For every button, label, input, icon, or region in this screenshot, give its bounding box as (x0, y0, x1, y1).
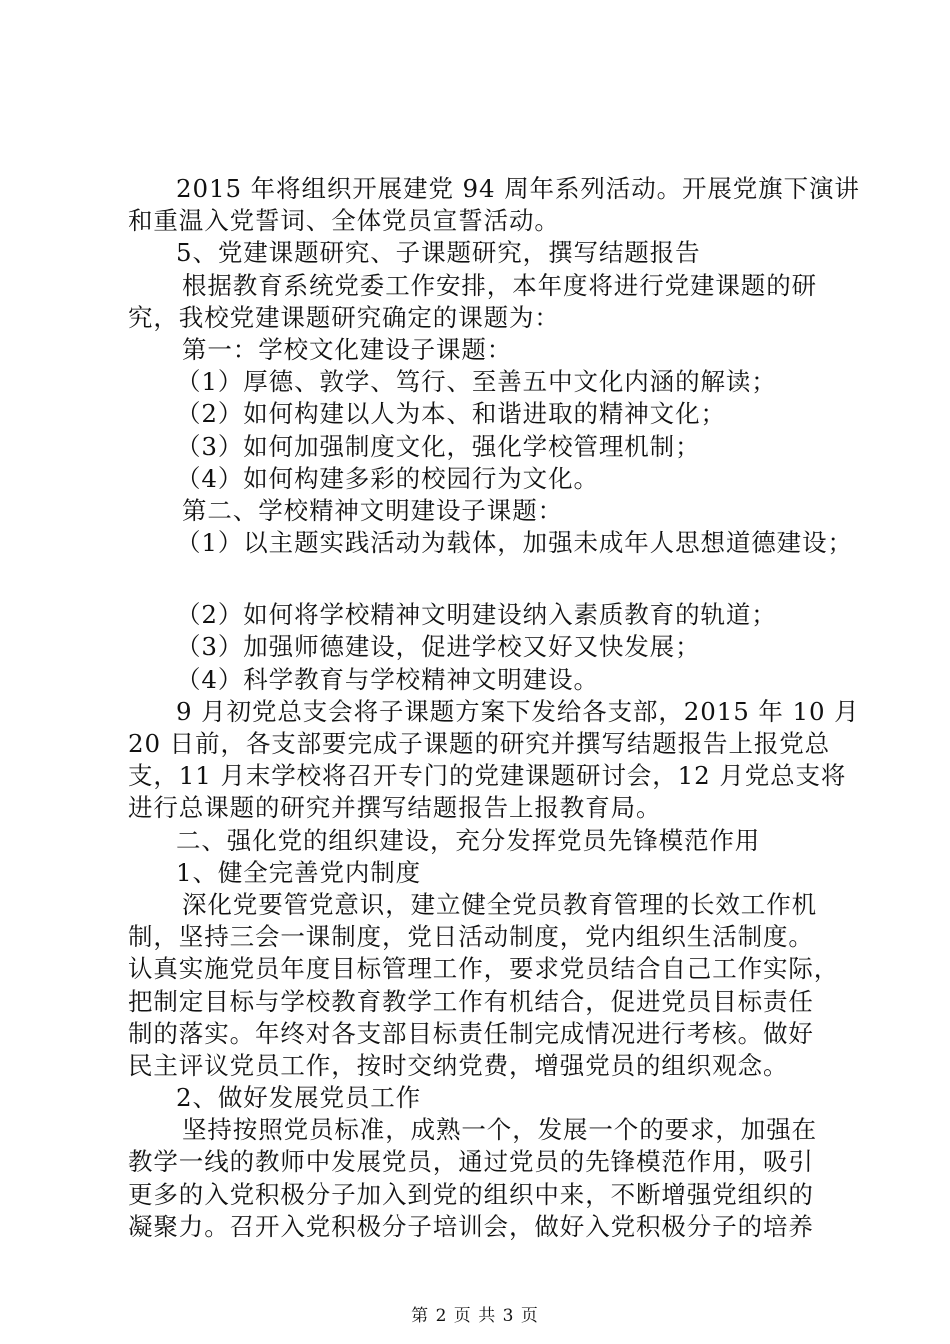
subtopic-heading: 第二、学校精神文明建设子课题： (182, 495, 563, 525)
paragraph-line: 和重温入党誓词、全体党员宣誓活动。 (128, 206, 560, 236)
list-item: （1）厚德、敦学、笃行、至善五中文化内涵的解读； (176, 367, 777, 397)
paragraph-line: 制的落实。年终对各支部目标责任制完成情况进行考核。做好 (128, 1018, 814, 1048)
paragraph-line: 究，我校党建课题研究确定的课题为： (128, 302, 560, 332)
section-heading: 5、党建课题研究、子课题研究，撰写结题报告 (176, 238, 701, 268)
list-item: （3）如何加强制度文化，强化学校管理机制； (176, 431, 701, 461)
list-item: （2）如何构建以人为本、和谐进取的精神文化； (176, 399, 726, 429)
paragraph-line: 坚持按照党员标准，成熟一个，发展一个的要求，加强在 (182, 1115, 817, 1145)
paragraph-line: 更多的入党积极分子加入到党的组织中来，不断增强党组织的 (128, 1179, 814, 1209)
paragraph-line: 支，11 月末学校将召开专门的党建课题研讨会，12 月党总支将 (128, 761, 847, 791)
list-item: （4）如何构建多彩的校园行为文化。 (176, 463, 599, 493)
paragraph-line: 进行总课题的研究并撰写结题报告上报教育局。 (128, 793, 662, 823)
subsection-heading: 2、做好发展党员工作 (176, 1083, 422, 1113)
paragraph-line: 认真实施党员年度目标管理工作，要求党员结合自己工作实际， (128, 954, 840, 984)
paragraph-line: 深化党要管党意识，建立健全党员教育管理的长效工作机 (182, 889, 817, 919)
paragraph-line: 2015 年将组织开展建党 94 周年系列活动。开展党旗下演讲 (176, 174, 860, 203)
paragraph-line: 9 月初党总支会将子课题方案下发给各支部，2015 年 10 月 (176, 696, 860, 726)
list-item: （3）加强师德建设，促进学校又好又快发展； (176, 632, 701, 662)
paragraph-line: 制，坚持三会一课制度，党日活动制度，党内组织生活制度。 (128, 922, 814, 952)
paragraph-line: 教学一线的教师中发展党员，通过党员的先锋模范作用，吸引 (128, 1147, 814, 1177)
section-heading: 二、强化党的组织建设，充分发挥党员先锋模范作用 (176, 825, 761, 855)
paragraph-line: 民主评议党员工作，按时交纳党费，增强党员的组织观念。 (128, 1050, 789, 1080)
paragraph-line: 凝聚力。召开入党积极分子培训会，做好入党积极分子的培养 (128, 1211, 814, 1241)
paragraph-line: 把制定目标与学校教育教学工作有机结合，促进党员目标责任 (128, 986, 814, 1016)
document-body (128, 173, 860, 1243)
paragraph-line: 20 日前，各支部要完成子课题的研究并撰写结题报告上报党总 (128, 729, 831, 758)
blank-line (128, 559, 840, 599)
subtopic-heading: 第一：学校文化建设子课题： (182, 334, 513, 364)
page-number-footer: 第 2 页 共 3 页 (411, 1306, 539, 1326)
subsection-heading: 1、健全完善党内制度 (176, 857, 422, 887)
list-item: （2）如何将学校精神文明建设纳入素质教育的轨道； (176, 600, 777, 630)
list-item: （1）以主题实践活动为载体，加强未成年人思想道德建设； (176, 528, 853, 558)
list-item: （4）科学教育与学校精神文明建设。 (176, 664, 599, 694)
paragraph-line: 根据教育系统党委工作安排，本年度将进行党建课题的研 (182, 270, 817, 300)
